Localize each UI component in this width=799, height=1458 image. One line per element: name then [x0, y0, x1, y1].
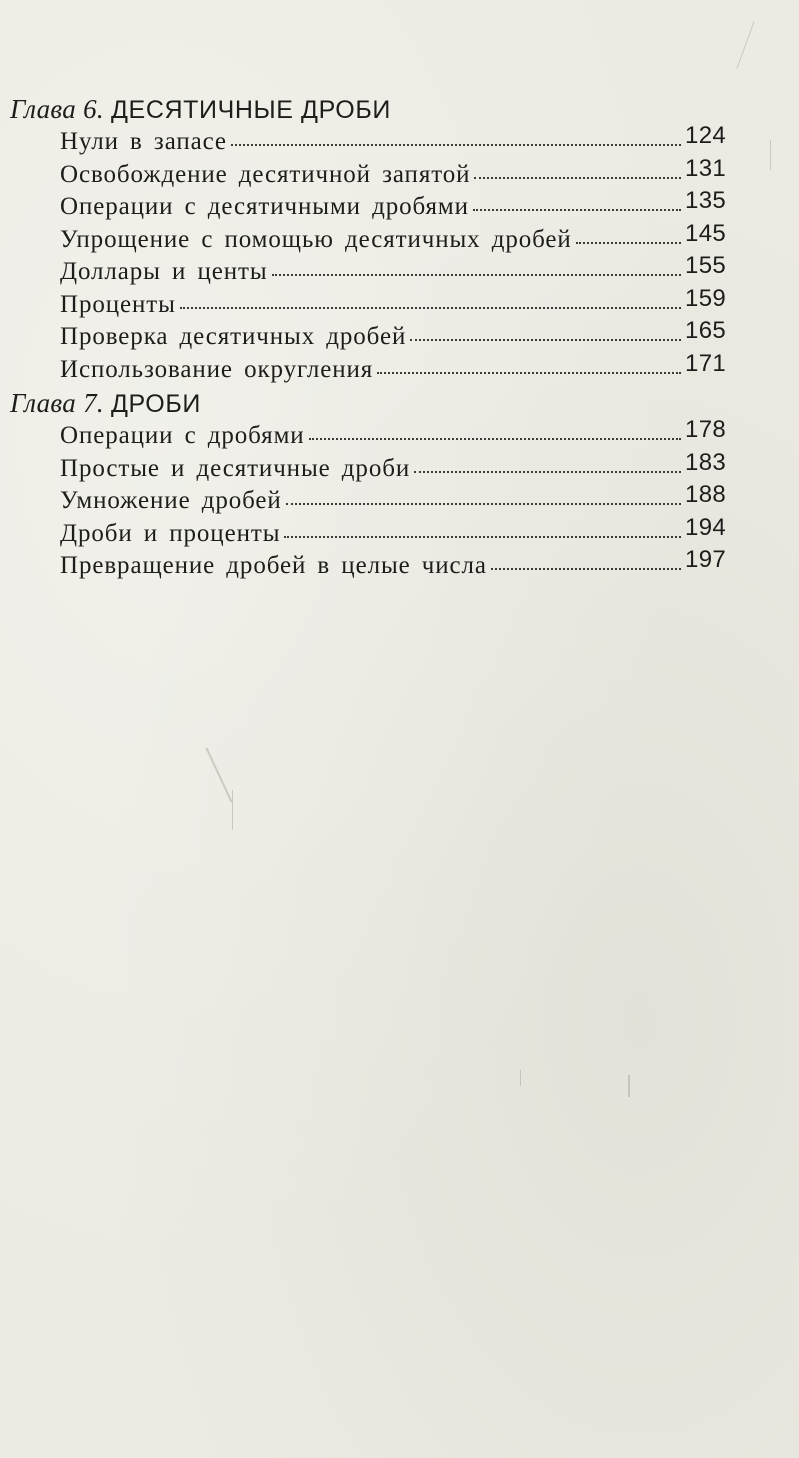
chapter-label: Глава 7.: [10, 388, 104, 418]
dot-leader: [309, 418, 681, 440]
toc-entry-page: 131: [685, 154, 726, 182]
toc-entry-page: 194: [685, 513, 726, 541]
paper-fiber: [232, 790, 233, 830]
toc-entry-page: 135: [685, 187, 726, 214]
dot-leader: [286, 483, 681, 505]
chapter-name: ДРОБИ: [111, 390, 201, 418]
toc-entry: [60, 513, 726, 551]
dot-leader: [474, 157, 681, 179]
toc-entry: [60, 349, 726, 387]
toc-entry-title: Операции с десятичными дробями: [60, 193, 469, 220]
toc-entry: [60, 481, 726, 518]
toc-entry-title: Проценты: [60, 290, 176, 318]
toc-entry-title: Доллары и центы: [60, 258, 268, 285]
toc-entry-title: Упрощение с помощью десятичных дробей: [60, 225, 572, 253]
paper-fiber: [736, 21, 754, 68]
toc-entry-page: 197: [685, 546, 726, 573]
dot-leader: [272, 254, 682, 276]
toc-entry: [60, 284, 726, 322]
paper-fiber: [205, 747, 232, 802]
dot-leader: [491, 548, 681, 570]
table-of-contents: [10, 92, 726, 583]
toc-entry: [60, 416, 726, 453]
toc-entry: [60, 219, 726, 257]
dot-leader: [231, 124, 681, 146]
dot-leader: [284, 516, 681, 538]
toc-entry-title: Нули в запасе: [60, 128, 227, 155]
dot-leader: [414, 451, 681, 473]
toc-entry: [60, 252, 726, 289]
toc-entry: [60, 122, 726, 159]
toc-entry: [60, 317, 726, 354]
toc-entry-title: Операции с дробями: [60, 422, 305, 449]
chapter-name: ДЕСЯТИЧНЫЕ ДРОБИ: [111, 96, 391, 124]
toc-entry-page: 183: [685, 448, 726, 476]
chapter-label: Глава 6.: [10, 94, 104, 124]
toc-entry-title: Проверка десятичных дробей: [60, 323, 407, 350]
dot-leader: [410, 319, 681, 341]
toc-entry-page: 124: [685, 122, 726, 149]
chapter-title: [10, 386, 726, 420]
toc-entry-page: 165: [685, 317, 726, 344]
toc-entry: [60, 154, 726, 192]
dot-leader: [180, 287, 681, 309]
chapter-6: [10, 92, 726, 386]
dot-leader: [473, 189, 681, 211]
toc-entry-title: Дроби и проценты: [60, 519, 281, 547]
toc-entry-page: 159: [685, 284, 726, 312]
toc-entry-title: Освобождение десятичной запятой: [60, 160, 471, 188]
toc-entry-page: 188: [685, 481, 726, 508]
paper-fiber: [770, 140, 771, 170]
paper-fiber: [628, 1075, 630, 1097]
dot-leader: [377, 352, 681, 374]
toc-entry-title: Умножение дробей: [60, 487, 282, 514]
chapter-7: [10, 386, 726, 583]
toc-entry-page: 178: [685, 416, 726, 443]
toc-entry-title: Простые и десятичные дроби: [60, 454, 411, 482]
toc-entry: [60, 448, 726, 486]
toc-entry-page: 155: [685, 252, 726, 279]
toc-entry: [60, 187, 726, 224]
toc-entry-page: 171: [685, 349, 726, 377]
paper-fiber: [520, 1070, 521, 1086]
toc-entry-title: Использование округления: [60, 355, 374, 383]
chapter-title: [10, 92, 726, 126]
toc-entry: [60, 546, 726, 583]
dot-leader: [576, 222, 681, 244]
toc-entry-title: Превращение дробей в целые числа: [60, 552, 487, 579]
toc-entry-page: 145: [685, 219, 726, 247]
